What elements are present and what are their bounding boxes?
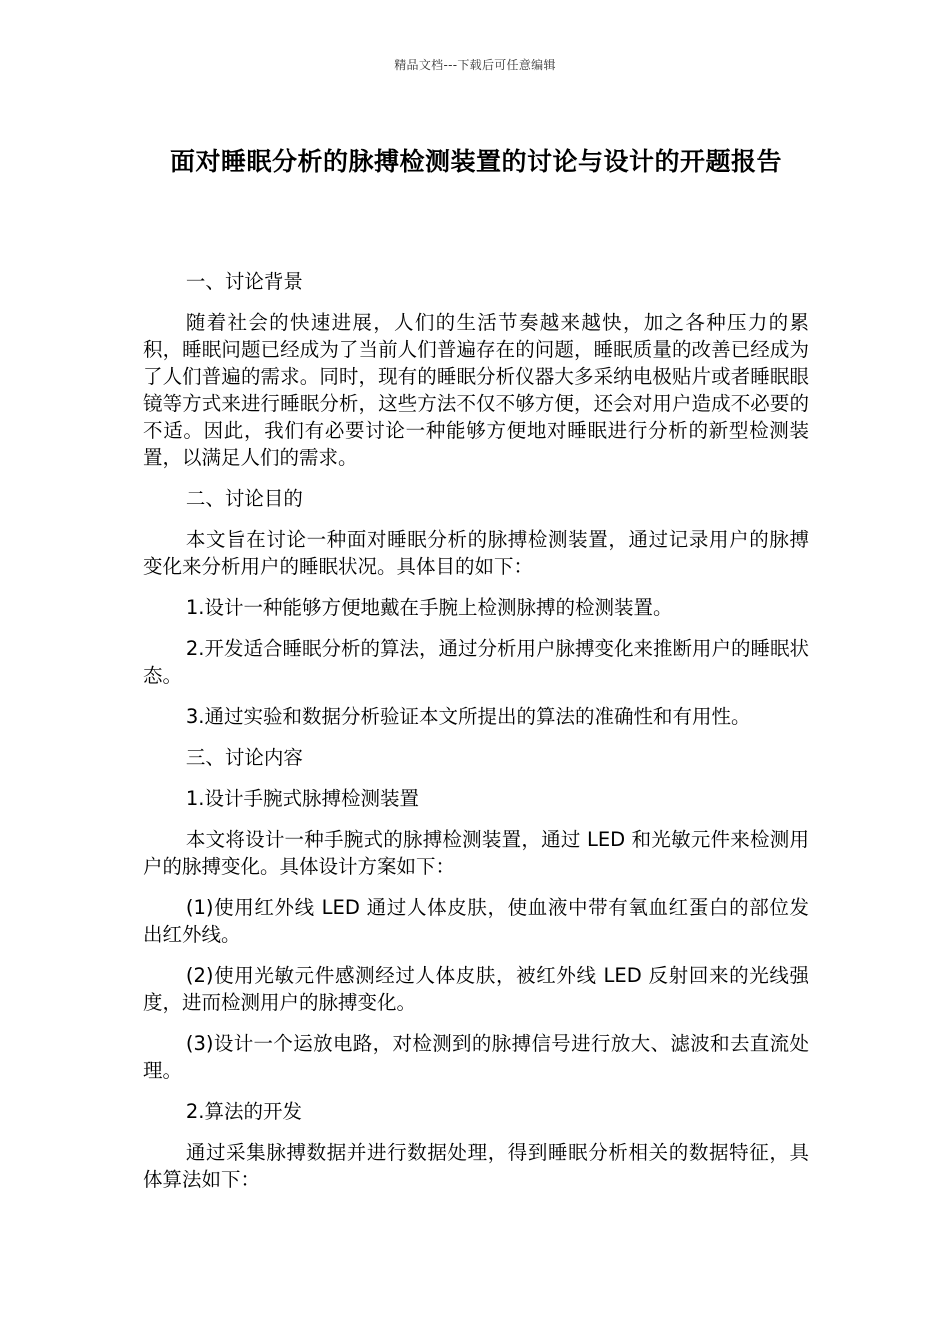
paragraph: 随着社会的快速进展，人们的生活节奏越来越快，加之各种压力的累积，睡眠问题已经成为了当前人们普遍存在的问题，睡眠质量的改善已经成为了人们普遍的需求。同时，现有的睡眠分析仪器大多采纳电极贴片或者睡眠眼镜等方式来进行睡眠分析，这些方法不仅不够方便，还会对用户造成不必要的不适。因此，我们有必要讨论一种能够方便地对睡眠进行分析的新型检测装置，以满足人们的需求。 <box>143 311 809 469</box>
subsection-heading: 1.设计手腕式脉搏检测装置 <box>185 787 419 810</box>
list-item: (1)使用红外线 LED 通过人体皮肤，使血液中带有氧血红蛋白的部位发出红外线。 <box>143 896 809 946</box>
section-heading-content: 三、讨论内容 <box>185 746 303 769</box>
list-item: 3.通过实验和数据分析验证本文所提出的算法的准确性和有用性。 <box>185 705 751 728</box>
document-title: 面对睡眠分析的脉搏检测装置的讨论与设计的开题报告 <box>169 147 782 176</box>
list-item: (3)设计一个运放电路，对检测到的脉搏信号进行放大、滤波和去直流处理。 <box>143 1032 809 1082</box>
document-body <box>143 268 809 1207</box>
header-note: 精品文档---下载后可任意编辑 <box>394 58 556 72</box>
paragraph: 通过采集脉搏数据并进行数据处理，得到睡眠分析相关的数据特征，具体算法如下： <box>143 1141 809 1191</box>
section-heading-purpose: 二、讨论目的 <box>185 487 303 510</box>
section-heading-background: 一、讨论背景 <box>185 270 303 293</box>
subsection-heading: 2.算法的开发 <box>185 1100 302 1123</box>
paragraph: 本文旨在讨论一种面对睡眠分析的脉搏检测装置，通过记录用户的脉搏变化来分析用户的睡眠状况。具体目的如下： <box>143 528 809 578</box>
list-item: 2.开发适合睡眠分析的算法，通过分析用户脉搏变化来推断用户的睡眠状态。 <box>143 637 809 687</box>
paragraph: 本文将设计一种手腕式的脉搏检测装置，通过 LED 和光敏元件来检测用户的脉搏变化。具体设计方案如下： <box>143 828 809 878</box>
list-item: (2)使用光敏元件感测经过人体皮肤，被红外线 LED 反射回来的光线强度，进而检测用户的脉搏变化。 <box>143 964 809 1014</box>
list-item: 1.设计一种能够方便地戴在手腕上检测脉搏的检测装置。 <box>185 596 673 619</box>
